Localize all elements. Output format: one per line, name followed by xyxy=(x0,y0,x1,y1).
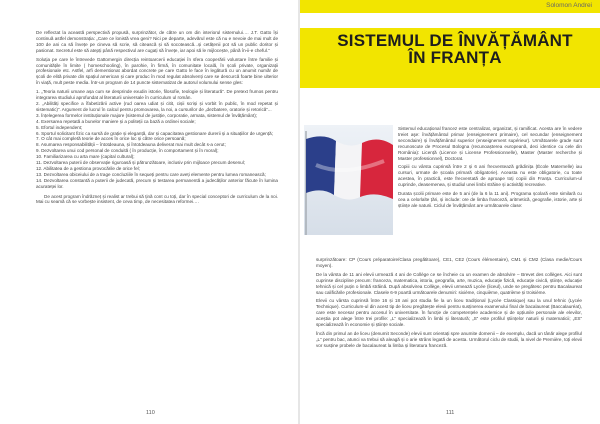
list-item: 14. Dezvoltarea constantă a puterii de judecată, precum și testarea permanentă a judecăților anterior făcute în lumina acurateței lor. xyxy=(36,177,278,189)
title-block xyxy=(300,28,600,88)
right-full-paragraph-4: Încă din primul an de liceu (denumit Seconde) elevii sunt orientați spre anumite domenii – de exemplu, dacă un tânăr alege profilul „L” pentru bac, atunci va trebui să aleagă și o arie strâns legată de acesta. Următorul ciclu de studii, la nivel de Première, toți elevii vor susține probele de bacalaureat la limba și literatura franceză. xyxy=(316,330,582,348)
list-item: 13. Dezvoltarea obiceiului de a trage concluziile în sequeți pentru care aveți elemente pentru lumea romanească; xyxy=(36,171,266,177)
chapter-title-line-2: ÎN FRANȚA xyxy=(408,48,502,67)
list-item: 5. Efortul independent; xyxy=(36,124,83,130)
french-flag-image xyxy=(304,125,393,235)
page-number-left: 110 xyxy=(146,410,155,416)
right-full-paragraph-1: surprinzătoare: CP (Cours préparatoire/Clasa pregătitoare), CE1, CE2 (Cours élémentaire), CM1 și CM2 (Clasa medie/Cours moyen). xyxy=(316,257,582,268)
page-number-right: 111 xyxy=(446,410,455,416)
list-item: 1. „Teoria naturii umane așa cum se desprinde exudin istorie, filosofie, teologie și literatură”. De pretext frumos pentru integrarea studiului aprofundat al literaturii universale în curriculum ul român. xyxy=(36,89,278,101)
list-item: 11. Dezvoltarea puterii de observație riguroasă și pătrunzătoare, inclusiv prin mijloace precum desenul; xyxy=(36,160,246,166)
chapter-title-line-1: SISTEMUL DE ÎNVĂȚĂMÂNT xyxy=(337,31,573,50)
author-name: Solomon Andrei xyxy=(546,2,592,9)
right-paragraph-3: Durata școlii primare este de 5 ani (de la 6 la 11 ani). Programa școlară este similară cu cea a celorlalte țări, și include: ore de limba franceză, aritmetică, geografie, istorie, arte și științe ale naturii. Ciclul de învățământ are următoarele clase: xyxy=(398,191,582,208)
left-paragraph-2: Soluția pe care le întrevede Gattomergin direcția reintoarcerii educației în sfera cooperării voluntare între familie și comunitățile în limite ( homeschooling), în parohie, în firmă, în comunitate locală, în școli private, organizații profesionale etc. Astfel, arfi dementionat abordat concrete pe care Gatto le face în legătură cu un anumit număr de școli de elită private din spațiul american și care produc în mod regulat absolvenți care se descurcă foarte bine ulterior în viață, mult peste media. Într-un program de 14 puncte sistematizat de autorul volumului sense gles: xyxy=(36,56,278,86)
list-item: 3. Înțelegerea formelor instituționale majore (sistemul de justiție, corporatie, armata, sistemul de învățământ); xyxy=(36,112,258,118)
right-paragraph-1: Sistemul educațional francez este centralizat, organizat, și ramificat. Acesta are în vedere treiet aşe: învățământul primar (enseignement primaire), cel secundar (enseignement secondaire) și învățământul superior (enseignement supérieur). Următoarele grade sunt recunoscute de Procesul Bologna (recunoașterea europeană, deci identice cu cele din România): Licență (Licence și License Professionnelle), Master (Master recherche și Master professionnel), Doctorat. xyxy=(398,126,582,161)
list-item: 6. Sportul solicitant fizic ca sursă de grație și eleganță, dar și capacitatea gestionare durerii și a situațiilor de urgență; xyxy=(36,130,273,136)
list-item: 12. Abilitatea de a gestiona provocările de orice fel; xyxy=(36,165,140,171)
left-closing-paragraph: De acest program îndrăzneț și realist ar trebui să țină cont cu toți, dar în special conceptori de curriculum de la noi. Mai cu seamă că se vorbește insistent, de ceva timp, de necesitatea reformei…. xyxy=(36,193,278,205)
list-item: 4. Exersarea repetată a bunelor maniere și a politeții ca bază a ordinei sociale; xyxy=(36,118,196,124)
right-full-paragraph-2: De la vârsta de 11 ani elevii urmează 4 ani de Collège ce se încheie cu un examen de absolvire – Brevet des collèges. Aici sunt cuprinse discipline precum: franceza, matematica, istoria, geografia, arte, muzica, educație fizică, educație civică, științe, educație tehnică și cel puțin o limbă străină. După absolvirea Collège, elevii urmează Lycée (liceul), unde se pregătesc pentru Bacalaureat sau calificările profesionale. Clasele 6-9 poartă următoarele denumiri: sixième, cinquième, quatrième și troisième. xyxy=(316,271,582,295)
right-column-text xyxy=(398,126,582,212)
left-page-text xyxy=(36,30,278,208)
list-item: 10. Familiarizarea cu arta mare (capital cultural); xyxy=(36,154,135,160)
right-full-paragraph-3: Elevii cu vârsta cuprinsă între 16 și 18 ani pot studia fie la un liceu tradițional (Lycée Classique) sau la unul tehnic (Lycée Technique). Curriculum-ul din acest tip de liceu pregătește elevii pentru susținerea examenului final de bacalaureat (Baccalauréat), care este necesar pentru accesul în universitate. În funcție de competențele academice și de opțiunile personale ale elevilor, aceștia pot alege între trei profile: „L” specializează în limbi și literatură; „S” este profilul științelor naturii și matematicii; „ES” specializează în economie și științe sociale. xyxy=(316,298,582,328)
chapter-title xyxy=(330,32,580,66)
program-list xyxy=(36,89,278,189)
right-paragraph-2: Copiii cu vârsta cuprinsă între 2 și 6 ani frecventează grădinița (École Maternelle) iau cursuri, urmate de școala primară obligatorie). Aceasta nu este obligatorie, cu toate acestea, în practică, este frecventată de aproape toți copiii din Franța. Curriculum-ul cuprinde, deasemenea, și studiul unei limbi străine și activități recreative. xyxy=(398,164,582,188)
list-item: 9. Dezvoltarea unui cod personal de conduită ( în producție, în comportament și în moral); xyxy=(36,148,219,154)
header-banner xyxy=(300,0,600,13)
list-item: 7. O cât mai completă teorie de acces în orice loc și către orice persoană; xyxy=(36,136,186,142)
left-paragraph-1: De reflectat la această perspectivă propusă, surprinzător, de către un om din interiorul sistemului…. J.T. Gatto își continuă astfel demonstrația: „Care ce lonistă vrea geni? Nici pe departe, adevărul este că nu e nevoie de mai mult de 100 de ani ca să învețe pe cineva să scrie, să citească și să socotească...și cetățenii pot să un public doritor și pasionat. Secretul este să atepți până respectivul are cugați să învețe, iar apoi să le mijlocește, până în-ii-e cheful.” xyxy=(36,30,278,53)
list-item: 8. Asumarea responsabilității – întotdeauna, și întotdeauna deliverat mai mult decât s-a cerut; xyxy=(36,142,226,148)
right-full-text xyxy=(316,257,582,352)
list-item: 2. „Abilități specifice a îfabetizării active (rud oarea udiat și citit, cișii scriși și vorbit în public, în mod repetat și sistematic)”. Argument de lucrul în calcul pentru promovarea, la noi, a cursurilor de „dezbatere, oratorie și retorică”... xyxy=(36,100,278,112)
french-flag-photo xyxy=(304,125,393,235)
